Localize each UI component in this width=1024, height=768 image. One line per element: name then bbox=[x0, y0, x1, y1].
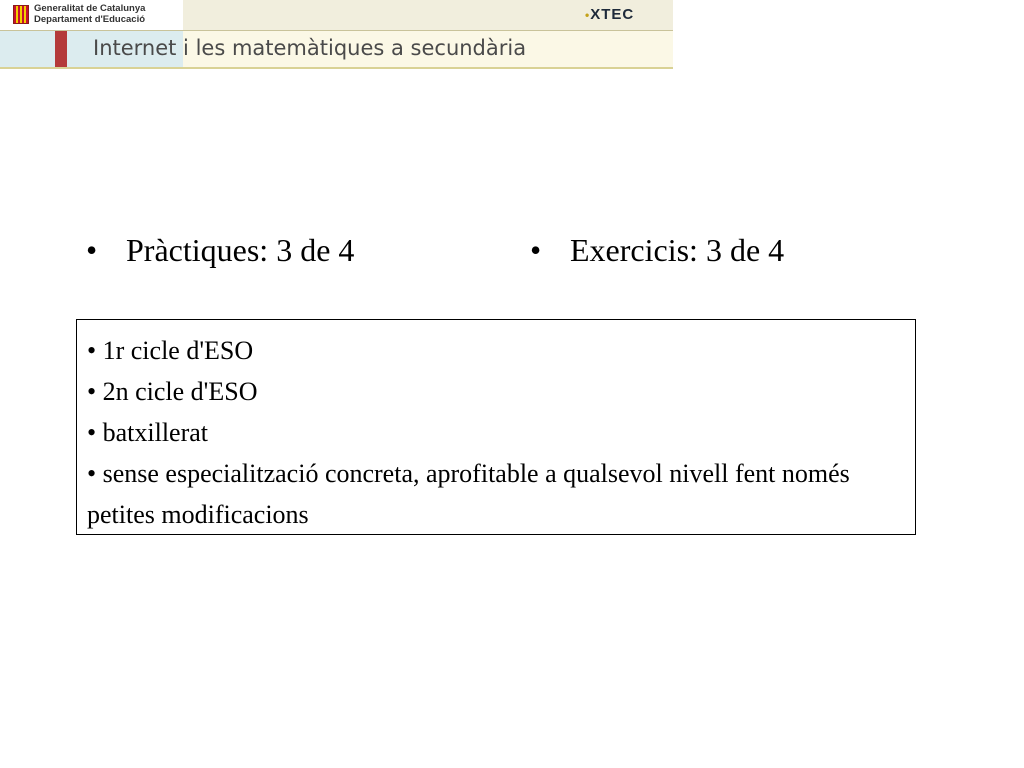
level-label: 1r cicle d'ESO bbox=[102, 336, 254, 365]
header-banner bbox=[0, 0, 673, 68]
bullet-icon: • bbox=[530, 232, 542, 268]
gencat-logo-icon bbox=[13, 5, 29, 24]
xtec-brand-text: XTEC bbox=[590, 6, 635, 23]
practiques-stat bbox=[86, 232, 354, 269]
level-item: • sense especialització concreta, aprofitable a qualsevol nivell fent només petites modificacions bbox=[87, 459, 850, 529]
page-title: Internet i les matemàtiques a secundària bbox=[93, 36, 527, 60]
org-line-1: Generalitat de Catalunya bbox=[34, 3, 146, 14]
org-line-2: Departament d'Educació bbox=[34, 13, 146, 25]
level-label: 2n cicle d'ESO bbox=[102, 377, 258, 406]
org-name bbox=[34, 4, 145, 25]
level-item: • 1r cicle d'ESO bbox=[87, 336, 254, 365]
exercicis-label: Exercicis: 3 de 4 bbox=[570, 232, 785, 268]
level-item: • 2n cicle d'ESO bbox=[87, 377, 258, 406]
xtec-logo bbox=[585, 6, 634, 23]
banner-top-strip bbox=[0, 0, 673, 31]
level-label: batxillerat bbox=[102, 418, 209, 447]
exercicis-stat bbox=[530, 232, 784, 269]
banner-title-strip bbox=[0, 31, 673, 69]
level-label: sense especialització concreta, aprofitable a qualsevol nivell fent només petites modificacions bbox=[87, 459, 850, 529]
banner-red-bar bbox=[55, 31, 67, 67]
xtec-dot-icon: • bbox=[585, 8, 591, 22]
bullet-icon: • bbox=[86, 232, 98, 268]
levels-box bbox=[76, 319, 916, 535]
level-item: • batxillerat bbox=[87, 418, 209, 447]
practiques-label: Pràctiques: 3 de 4 bbox=[126, 232, 355, 268]
